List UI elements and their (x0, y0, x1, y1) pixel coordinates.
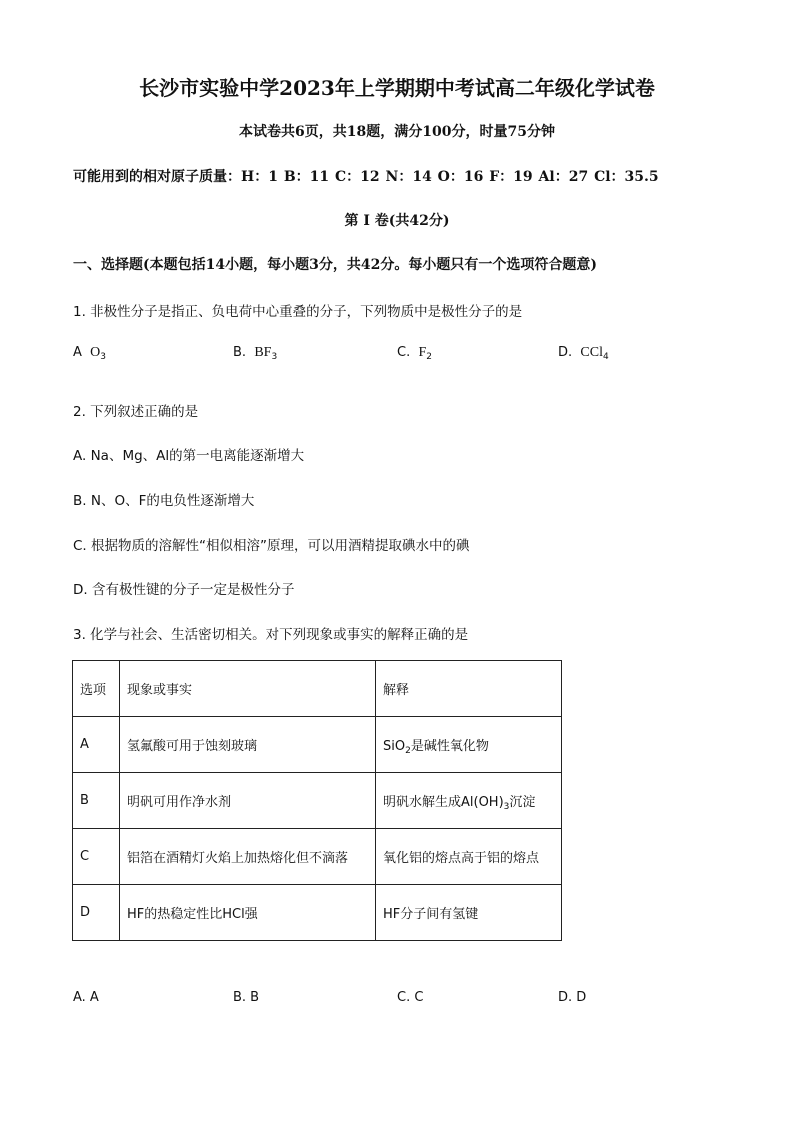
question-3-option-c: C. C (397, 990, 424, 1005)
row-explanation (376, 885, 562, 941)
row-option: B (73, 773, 120, 829)
part-title: 第 I 卷(共42分) (344, 213, 450, 229)
question-1-stem: 1. 非极性分子是指正、负电荷中心重叠的分子，下列物质中是极性分子的是 (73, 304, 523, 320)
question-3-stem: 3. 化学与社会、生活密切相关。对下列现象或事实的解释正确的是 (73, 627, 469, 643)
explanation-text-tail: 是碱性氧化物 (410, 739, 489, 754)
header-option: 选项 (73, 661, 120, 717)
row-fact: 铝箔在酒精灯火焰上加热熔化但不滴落 (120, 829, 376, 885)
option-formula: O (90, 345, 101, 360)
question-2-option-d: D. 含有极性键的分子一定是极性分子 (73, 582, 295, 598)
question-2-option-c: C. 根据物质的溶解性“相似相溶”原理，可以用酒精提取碘水中的碘 (73, 538, 470, 554)
table-header-row (73, 661, 562, 717)
question-1-option-b (233, 345, 277, 361)
row-explanation (376, 773, 562, 829)
explanation-subscript: 3 (503, 802, 510, 812)
table-row (73, 717, 562, 773)
explanation-text: 氧化铝的熔点高于铝的熔点 (383, 851, 540, 866)
option-letter: C. (397, 345, 411, 360)
option-formula-subscript: 2 (426, 352, 433, 362)
row-option: A (73, 717, 120, 773)
explanation-subscript: 2 (405, 746, 411, 756)
option-formula-subscript: 3 (100, 352, 107, 362)
option-formula: F (418, 345, 427, 360)
question-3-option-a: A. A (73, 990, 99, 1005)
question-3-option-b: B. B (233, 990, 260, 1005)
question-1-option-d (558, 345, 609, 361)
section-title: 一、选择题(本题包括14小题，每小题3分，共42分。每小题只有一个选项符合题意) (73, 257, 597, 273)
header-explanation: 解释 (376, 661, 562, 717)
question-1-option-a (73, 345, 106, 361)
question-2-stem: 2. 下列叙述正确的是 (73, 404, 199, 420)
question-3-table (72, 660, 562, 941)
question-3-option-d: D. D (558, 990, 587, 1005)
atomic-masses: 可能用到的相对原子质量：H：1 B：11 C：12 N：14 O：16 F：19 Al：27 Cl：35.5 (73, 169, 659, 185)
explanation-text: 明矾水解生成Al(OH) (383, 795, 504, 810)
option-formula-subscript: 4 (603, 352, 609, 362)
row-explanation (376, 829, 562, 885)
explanation-text-tail: 沉淀 (509, 795, 536, 810)
table-row (73, 773, 562, 829)
option-letter: B. (233, 345, 247, 360)
question-1-option-c (397, 345, 432, 361)
table-row (73, 885, 562, 941)
row-option: D (73, 885, 120, 941)
explanation-text: HF分子间有氢键 (383, 907, 479, 922)
question-2-option-a: A. Na、Mg、Al的第一电离能逐渐增大 (73, 448, 305, 464)
option-letter: D. (558, 345, 573, 360)
row-fact: 氢氟酸可用于蚀刻玻璃 (120, 717, 376, 773)
exam-info: 本试卷共6页，共18题，满分100分，时量75分钟 (239, 124, 555, 140)
option-letter: A (73, 345, 82, 360)
option-formula: BF (254, 345, 272, 360)
header-fact: 现象或事实 (120, 661, 376, 717)
option-formula-subscript: 3 (271, 352, 278, 362)
row-fact: HF的热稳定性比HCl强 (120, 885, 376, 941)
question-2-option-b: B. N、O、F的电负性逐渐增大 (73, 493, 255, 509)
explanation-text: SiO (383, 739, 406, 754)
option-formula: CCl (580, 345, 603, 360)
exam-title: 长沙市实验中学2023年上学期期中考试高二年级化学试卷 (139, 76, 655, 100)
row-fact: 明矾可用作净水剂 (120, 773, 376, 829)
row-explanation (376, 717, 562, 773)
row-option: C (73, 829, 120, 885)
table-row (73, 829, 562, 885)
